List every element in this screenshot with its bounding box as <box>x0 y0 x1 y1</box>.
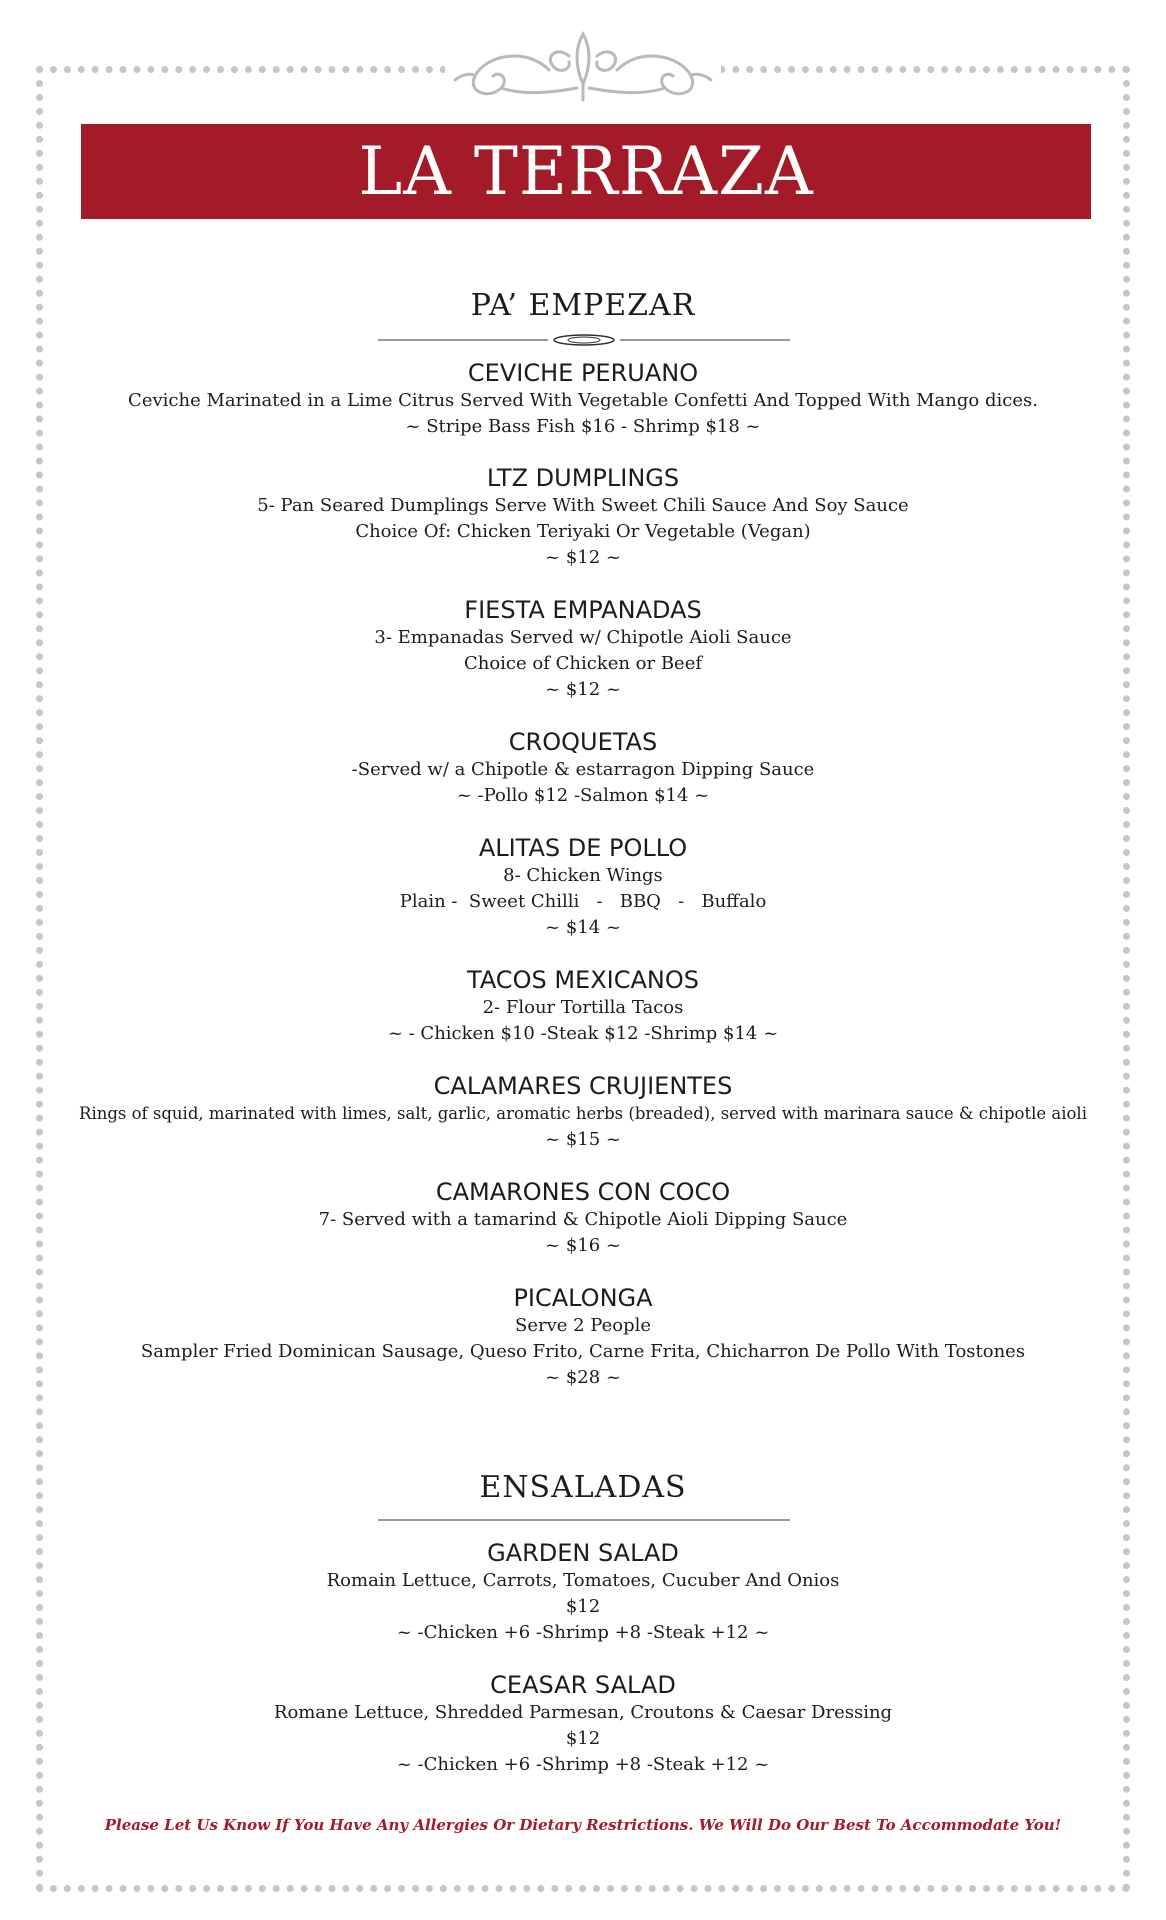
item-price: $12 <box>565 1728 601 1749</box>
item-price: ~ - Chicken $10 -Steak $12 -Shrimp $14 ~ <box>387 1023 779 1044</box>
menu-item <box>0 1670 1166 1778</box>
menu-item <box>0 1071 1166 1153</box>
item-description: Serve 2 People <box>514 1315 652 1336</box>
section-title-starters: PA’ EMPEZAR <box>470 288 696 323</box>
flourish-ornament-icon <box>445 26 721 106</box>
section-title-salads: ENSALADAS <box>479 1470 687 1505</box>
item-description: -Served w/ a Chipotle & estarragon Dipping Sauce <box>351 759 815 780</box>
item-name: CROQUETAS <box>508 728 658 756</box>
item-description: 2- Flour Tortilla Tacos <box>482 997 684 1018</box>
item-name: FIESTA EMPANADAS <box>464 596 702 624</box>
restaurant-name-banner: LA TERRAZA <box>81 124 1091 219</box>
item-price: ~ Stripe Bass Fish $16 - Shrimp $18 ~ <box>405 416 761 437</box>
item-price: ~ $12 ~ <box>545 679 621 700</box>
item-description: Sampler Fried Dominican Sausage, Queso Frito, Carne Frita, Chicharron De Pollo With Tostones <box>140 1341 1026 1362</box>
item-price: ~ $14 ~ <box>545 917 621 938</box>
item-description: Choice of Chicken or Beef <box>463 653 703 674</box>
menu-item <box>0 1538 1166 1646</box>
item-options: Plain - Sweet Chilli - BBQ - Buffalo <box>399 891 767 912</box>
item-description: Choice Of: Chicken Teriyaki Or Vegetable (Vegan) <box>355 521 811 542</box>
item-description: Rings of squid, marinated with limes, salt, garlic, aromatic herbs (breaded), served with marinara sauce & chipotle aioli <box>79 1104 1087 1123</box>
item-price: ~ $16 ~ <box>545 1235 621 1256</box>
menu-item <box>0 965 1166 1047</box>
section-divider-ornament-icon <box>378 330 790 350</box>
item-name: TACOS MEXICANOS <box>467 966 699 994</box>
item-name: CAMARONES CON COCO <box>435 1178 731 1206</box>
item-addons: ~ -Chicken +6 -Shrimp +8 -Steak +12 ~ <box>396 1622 770 1643</box>
item-price: ~ $12 ~ <box>545 547 621 568</box>
item-price: ~ -Pollo $12 -Salmon $14 ~ <box>456 785 710 806</box>
item-price: ~ $15 ~ <box>545 1129 621 1150</box>
item-description: Romane Lettuce, Shredded Parmesan, Croutons & Caesar Dressing <box>273 1702 893 1723</box>
item-name: CEVICHE PERUANO <box>467 359 699 387</box>
item-price: $12 <box>565 1596 601 1617</box>
item-name: PICALONGA <box>513 1284 653 1312</box>
item-description: 7- Served with a tamarind & Chipotle Aioli Dipping Sauce <box>318 1209 848 1230</box>
item-addons: ~ -Chicken +6 -Shrimp +8 -Steak +12 ~ <box>396 1754 770 1775</box>
item-description: Romain Lettuce, Carrots, Tomatoes, Cucuber And Onios <box>326 1570 840 1591</box>
item-price: ~ $28 ~ <box>545 1367 621 1388</box>
menu-item <box>0 463 1166 571</box>
item-description: 8- Chicken Wings <box>503 865 663 886</box>
menu-item <box>0 1283 1166 1391</box>
section-divider-icon <box>378 1510 790 1530</box>
menu-item <box>0 1177 1166 1259</box>
item-description: 5- Pan Seared Dumplings Serve With Sweet Chili Sauce And Soy Sauce <box>257 495 909 516</box>
item-description: 3- Empanadas Served w/ Chipotle Aioli Sauce <box>374 627 792 648</box>
item-name: GARDEN SALAD <box>487 1539 679 1567</box>
item-name: LTZ DUMPLINGS <box>486 464 680 492</box>
item-name: CEASAR SALAD <box>490 1671 676 1699</box>
item-description: Ceviche Marinated in a Lime Citrus Served With Vegetable Confetti And Topped With Mango dices. <box>128 390 1038 411</box>
item-name: ALITAS DE POLLO <box>478 834 688 862</box>
menu-item <box>0 595 1166 703</box>
item-name: CALAMARES CRUJIENTES <box>433 1072 733 1100</box>
menu-item <box>0 833 1166 941</box>
menu-item <box>0 358 1166 440</box>
allergy-notice: Please Let Us Know If You Have Any Allergies Or Dietary Restrictions. We Will Do Our Best To Accommodate You! <box>104 1816 1062 1834</box>
menu-item <box>0 727 1166 809</box>
